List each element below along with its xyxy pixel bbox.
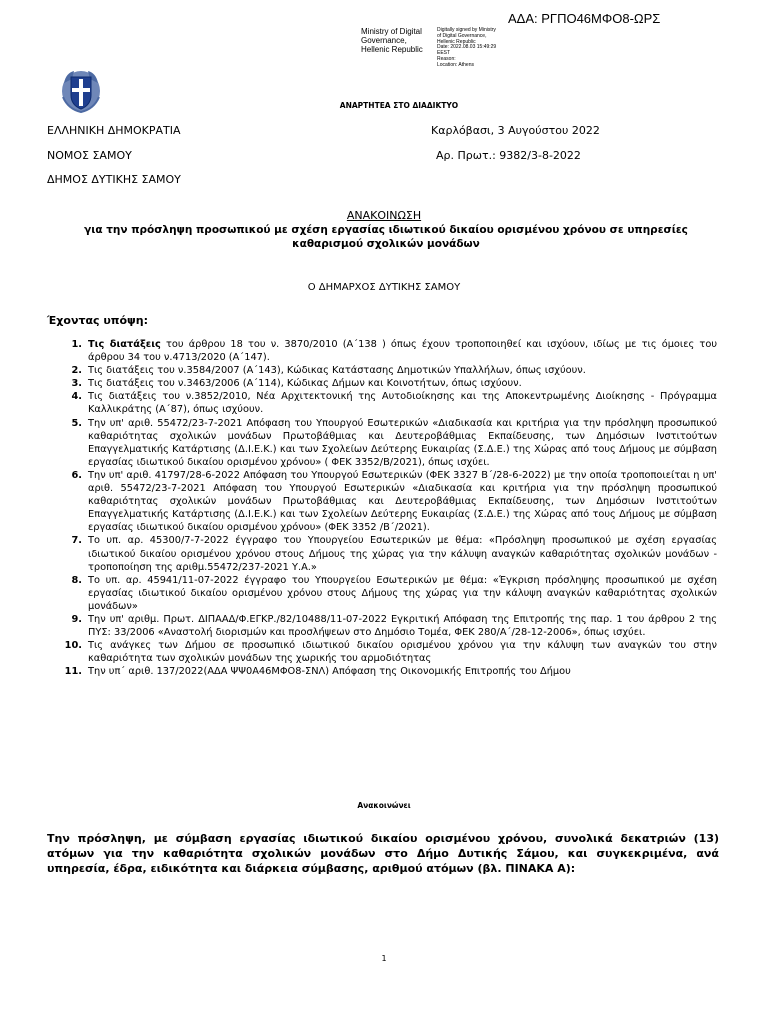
list-item (47, 417, 717, 469)
signature-line: Reason: (437, 55, 456, 62)
list-item-text (88, 417, 717, 469)
signature-line: EEST (437, 50, 451, 57)
list-item-body: Την υπ΄ αριθ. 137/2022(ΑΔΑ ΨΨ0Α46ΜΦΟ8-ΣΝΛ) Απόφαση της Οικονομικής Επιτροπής του Δήμου (88, 666, 571, 678)
list-item-text (88, 377, 717, 390)
list-item-text (88, 665, 717, 678)
list-item-lead: Τις διατάξεις (88, 339, 161, 350)
announcement-title: ΑΝΑΚΟΙΝΩΣΗ (346, 209, 422, 222)
signature-line: Date: 2022.08.03 15:49:29 (437, 44, 497, 51)
legal-basis-list (47, 338, 717, 678)
announces-heading: Ανακοινώνει (357, 801, 411, 810)
page-number: 1 (381, 954, 387, 963)
list-item-body: Τις ανάγκες των Δήμου σε προσωπικό ιδιωτικού δικαίου ορισμένου χρόνου για την κάλυψη των αναγκών του στην καθαριότητα των σχολικών μονάδων της χωρικής του αρμοδιότητας (88, 640, 717, 665)
list-item-number: 1. (71, 339, 82, 350)
list-item-body: Τις διατάξεις του ν.3463/2006 (Α΄114), Κώδικας Δήμων και Κοινοτήτων, όπως ισχύουν. (88, 378, 522, 390)
list-item-number: 9. (71, 613, 82, 625)
list-item-text (88, 613, 717, 639)
mayor-heading: Ο ΔΗΜΑΡΧΟΣ ΔΥΤΙΚΗΣ ΣΑΜΟΥ (307, 282, 461, 293)
list-item-text (88, 534, 717, 573)
list-item-body: Τις διατάξεις του ν.3584/2007 (Α΄143), Κώδικας Κατάστασης Δημοτικών Υπαλλήλων, όπως ισχύουν. (88, 365, 586, 377)
list-item-text (88, 364, 717, 377)
list-item-number: 7. (71, 535, 82, 547)
header-protocol-number: Αρ. Πρωτ.: 9382/3-8-2022 (436, 149, 581, 162)
list-item (47, 338, 717, 364)
list-item-number: 2. (71, 365, 82, 377)
ada-code: ΑΔΑ: ΡΓΠΟ46ΜΦΟ8-ΩΡΣ (508, 11, 661, 26)
digital-signature-block (437, 28, 517, 69)
list-item (47, 377, 717, 390)
list-item-body: Το υπ. αρ. 45300/7-7-2022 έγγραφο του Υπουργείου Εσωτερικών με θέμα: «Πρόσληψη προσωπικού με σχέση εργασίας ιδιωτικού δικαίου ορισμένου χρόνου στους Δήμους της χώρας για την κάλυψη αναγκών καθαριότητας σχολικών μονάδων - τροποποίηση της αριθμ.55472/237-2021 Υ.Α.» (88, 535, 717, 573)
list-item-text (88, 338, 717, 364)
list-item-number: 5. (71, 417, 82, 429)
list-item (47, 469, 717, 534)
list-item-number: 6. (71, 469, 82, 481)
header-place-date: Καρλόβασι, 3 Αυγούστου 2022 (431, 124, 600, 137)
list-item-text (88, 574, 717, 613)
list-item (47, 390, 717, 416)
list-item (47, 613, 717, 639)
signature-line: Digitally signed by Ministry (437, 27, 496, 33)
list-item-body: Την υπ' αριθ. 55472/23-7-2021 Απόφαση του Υπουργού Εσωτερικών «Διαδικασία και κριτήρια για την πρόσληψη προσωπικού καθαριότητας σχολικών μονάδων Πρωτοβάθμιας και Δευτεροβάθμιας Εκπαίδευσης, των Δημόσιων Ινστιτούτων Επαγγελματικής Κατάρτισης (Δ.Ι.Ε.Κ.) και των Σχολείων Δεύτερης Ευκαιρίας (Σ.Δ.Ε.) της Χώρας από τους Δήμους με σύμβαση εργασίας ιδιωτικού δικαίου ορισμένου χρόνου» ( ΦΕΚ 3352/Β/2021), όπως ισχύει. (88, 417, 717, 468)
list-item (47, 639, 717, 665)
list-item-number: 4. (71, 391, 82, 403)
body-paragraph: Την πρόσληψη, με σύμβαση εργασίας ιδιωτικού δικαίου ορισμένου χρόνου, συνολικά δεκατριών (13) ατόμων για την καθαριότητα σχολικών μονάδων στο Δήμο Δυτικής Σάμου, και συγκεκριμένα, ανά υπηρεσία, έδρα, ειδικότητα και διάρκεια σύμβασης, αριθμού ατόμων (βλ. ΠΙΝΑΚΑ Α): (47, 832, 719, 875)
list-item (47, 364, 717, 377)
list-item-number: 11. (64, 666, 82, 678)
header-country: ΕΛΛΗΝΙΚΗ ΔΗΜΟΚΡΑΤΙΑ (47, 124, 181, 137)
list-item-number: 10. (64, 640, 82, 652)
header-prefecture: ΝΟΜΟΣ ΣΑΜΟΥ (47, 149, 132, 162)
header-municipality: ΔΗΜΟΣ ΔΥΤΙΚΗΣ ΣΑΜΟΥ (47, 173, 181, 186)
notice-tag: ΑΝΑΡΤΗΤΕΑ ΣΤΟ ΔΙΑΔΙΚΤΥΟ (339, 101, 459, 110)
list-item-body: Το υπ. αρ. 45941/11-07-2022 έγγραφο του Υπουργείου Εσωτερικών με θέμα: «Έγκριση πρόσληψης προσωπικού με σχέση εργασίας ιδιωτικού δικαίου ορισμένου χρόνου στους Δήμους της χώρας για την κάλυψη αναγκών καθαριότητας σχολικών μονάδων» (88, 574, 717, 612)
list-item-number: 8. (71, 574, 82, 586)
considering-heading: Έχοντας υπόψη: (47, 314, 149, 327)
list-item (47, 665, 717, 678)
list-item-body: του άρθρου 18 του ν. 3870/2010 (Α΄138 ) όπως έχουν τροποποιηθεί και ισχύουν, ιδίως με τις όμοιες του άρθρου 34 του ν.4713/2020 (Α΄147). (88, 339, 717, 364)
list-item-body: Τις διατάξεις του ν.3852/2010, Νέα Αρχιτεκτονική της Αυτοδιοίκησης και της Αποκεντρωμένης Διοίκησης - Πρόγραμμα Καλλικράτης (Α΄87), όπως ισχύουν. (88, 391, 717, 416)
list-item (47, 534, 717, 573)
list-item-text (88, 639, 717, 665)
signature-line: of Digital Governance, (437, 32, 487, 39)
list-item (47, 574, 717, 613)
list-item-text (88, 390, 717, 416)
signature-line: Hellenic Republic (437, 38, 476, 45)
signature-line: Location: Athens (437, 61, 474, 68)
list-item-number: 3. (71, 378, 82, 390)
announcement-subtitle: για την πρόσληψη προσωπικού με σχέση εργασίας ιδιωτικού δικαίου ορισμένου χρόνου σε υπηρεσίες καθαρισμού σχολικών μονάδων (84, 224, 688, 250)
list-item-body: Την υπ' αριθ. 41797/28-6-2022 Απόφαση του Υπουργού Εσωτερικών (ΦΕΚ 3327 Β΄/28-6-2022) με την οποία τροποποιείται η υπ' αριθ. 55472/23-7-2021 Απόφαση του Υπουργού Εσωτερικών «Διαδικασία και κριτήρια για την πρόσληψη προσωπικού καθαριότητας σχολικών μονάδων Πρωτοβάθμιας και Δευτεροβάθμιας Εκπαίδευσης, των Δημόσιων Ινστιτούτων Επαγγελματικής Κατάρτισης (Δ.Ι.Ε.Κ.) και των Σχολείων Δεύτερης Ευκαιρίας (Σ.Δ.Ε.) της Χώρας από τους Δήμους με σύμβαση εργασίας ιδιωτικού δικαίου ορισμένου χρόνου» (ΦΕΚ 3352 /Β΄/2021). (88, 469, 717, 534)
signer-name: Ministry of Digital Governance, Hellenic Republic (361, 27, 423, 54)
list-item-body: Την υπ' αριθμ. Πρωτ. ΔΙΠΑΑΔ/Φ.ΕΓΚΡ./82/10488/11-07-2022 Εγκριτική Απόφαση της Επιτροπής της παρ. 1 του άρθρου 2 της ΠΥΣ: 33/2006 «Αναστολή διορισμών και προσλήψεων στο Δημόσιο Τομέα, ΦΕΚ 280/Α΄/28-12-2006», όπως ισχύει. (88, 613, 717, 639)
list-item-text (88, 469, 717, 534)
